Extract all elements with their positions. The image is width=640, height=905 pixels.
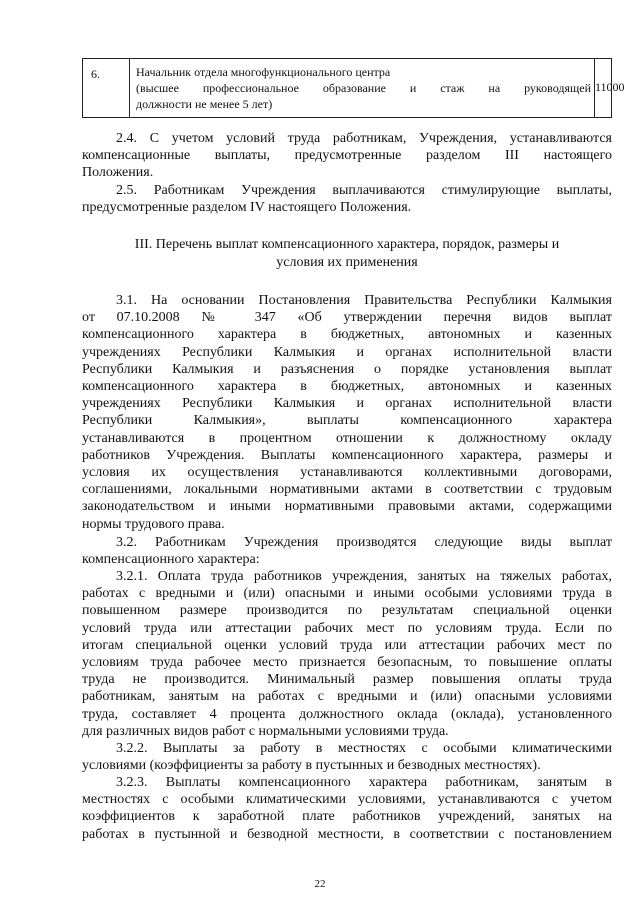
position-name-line: (высшее профессиональное образование и стаж на руководящей xyxy=(136,81,591,95)
section-heading xyxy=(82,236,612,272)
text-line: 2.5. Работникам Учреждения выплачиваются стимулирующие выплаты, xyxy=(116,183,612,198)
salary-value: 11000 xyxy=(595,80,625,94)
text-line: учреждениях Республики Калмыкия и органах исполнительной власти xyxy=(82,344,612,360)
text-line: итогам специальной оценки условий труда или аттестации рабочих мест по xyxy=(82,637,612,653)
text-line: условиями (коэффициенты за работу в пустынных и безводных местностях). xyxy=(82,758,541,774)
salary-table-row xyxy=(82,58,625,118)
text-line: компенсационного характера: xyxy=(82,552,260,568)
text-line: Положения. xyxy=(82,165,154,181)
paragraph-2-5 xyxy=(82,182,612,216)
text-line: от 07.10.2008 № 347 «Об утверждении перечня видов выплат xyxy=(82,310,612,326)
position-name-line: Начальник отдела многофункционального центра xyxy=(136,65,391,79)
text-line: компенсационного характера в бюджетных, автономных и казенных xyxy=(82,327,612,343)
text-line: учреждениях Республики Калмыкия и органах исполнительной власти xyxy=(82,396,612,412)
text-line: 3.2.1. Оплата труда работников учреждения, занятых на тяжелых работах, xyxy=(116,569,612,584)
paragraph-3-2-2 xyxy=(82,740,612,774)
salary-cell xyxy=(595,59,625,117)
text-line: компенсационные выплаты, предусмотренные разделом III настоящего xyxy=(82,148,612,164)
text-line: работах в пустынной и безводной местности, в соответствии с постановлением xyxy=(82,826,612,842)
text-line: труда, составляет 4 процента должностного оклада (оклада), установленного xyxy=(82,706,612,722)
paragraph-3-2 xyxy=(82,534,612,568)
text-line: 3.1. На основании Постановления Правительства Республики Калмыкия xyxy=(116,293,612,308)
text-line: повышенном размере производится по результатам специальной оценки xyxy=(82,603,612,619)
text-line: для различных видов работ с нормальными условиями труда. xyxy=(82,723,449,739)
page-number: 22 xyxy=(314,878,326,890)
text-line: 3.2.2. Выплаты за работу в местностях с особыми климатическими xyxy=(116,741,612,756)
text-line: местностях с особыми климатическими условиями, устанавливаются с учетом xyxy=(82,792,612,808)
paragraph-3-1 xyxy=(82,292,612,533)
text-line: работникам, занятым на работах с вредными и (или) опасными условиями xyxy=(82,689,612,705)
text-line: 3.2. Работникам Учреждения производятся следующие виды выплат xyxy=(116,535,612,550)
paragraph-2-4 xyxy=(82,130,612,182)
text-line: нормы трудового права. xyxy=(82,516,225,532)
text-line: соглашениями, локальными нормативными актами в соответствии с трудовым xyxy=(82,482,612,498)
position-name xyxy=(136,64,591,112)
text-line: 2.4. С учетом условий труда работникам, Учреждения, устанавливаются xyxy=(116,131,612,146)
row-number: 6. xyxy=(91,67,100,81)
text-line: труда не производится. Минимальный размер повышения оплаты труда xyxy=(82,672,612,688)
heading-line: условия их применения xyxy=(276,255,418,270)
text-line: коэффициентов к заработной плате работников учреждений, занятых на xyxy=(82,809,612,825)
text-line: устанавливаются в процентном отношении к должностному окладу xyxy=(82,430,612,446)
text-line: Республики Калмыкия и разъяснения о порядке установления выплат xyxy=(82,361,612,377)
text-line: работах с вредными и (или) опасными и иными особыми условиями труда в xyxy=(82,586,612,602)
paragraph-3-2-1 xyxy=(82,568,612,740)
position-name-cell xyxy=(130,59,595,117)
position-name-line: должности не менее 5 лет) xyxy=(136,97,273,111)
text-line: Республики Калмыкия», выплаты компенсационного характера xyxy=(82,413,612,429)
row-number-cell xyxy=(83,59,130,117)
text-line: работников Учреждения. Выплаты компенсационного характера, размеры и xyxy=(82,447,612,463)
text-line: 3.2.3. Выплаты компенсационного характера работникам, занятым в xyxy=(116,775,612,790)
text-line: условиям труда рабочее место признается безопасным, то повышение оплаты xyxy=(82,655,612,671)
text-line: законодательством и иными нормативными правовыми актами, содержащими xyxy=(82,499,612,515)
heading-line: III. Перечень выплат компенсационного характера, порядок, размеры и xyxy=(134,237,560,252)
text-line: условия их осуществления устанавливаются коллективными договорами, xyxy=(82,465,612,481)
text-line: условий труда или аттестации рабочих мест по условиям труда. Если по xyxy=(82,620,612,636)
paragraph-3-2-3 xyxy=(82,774,612,843)
text-line: компенсационного характера в бюджетных, автономных и казенных xyxy=(82,379,612,395)
text-line: предусмотренные разделом IV настоящего Положения. xyxy=(82,200,412,216)
